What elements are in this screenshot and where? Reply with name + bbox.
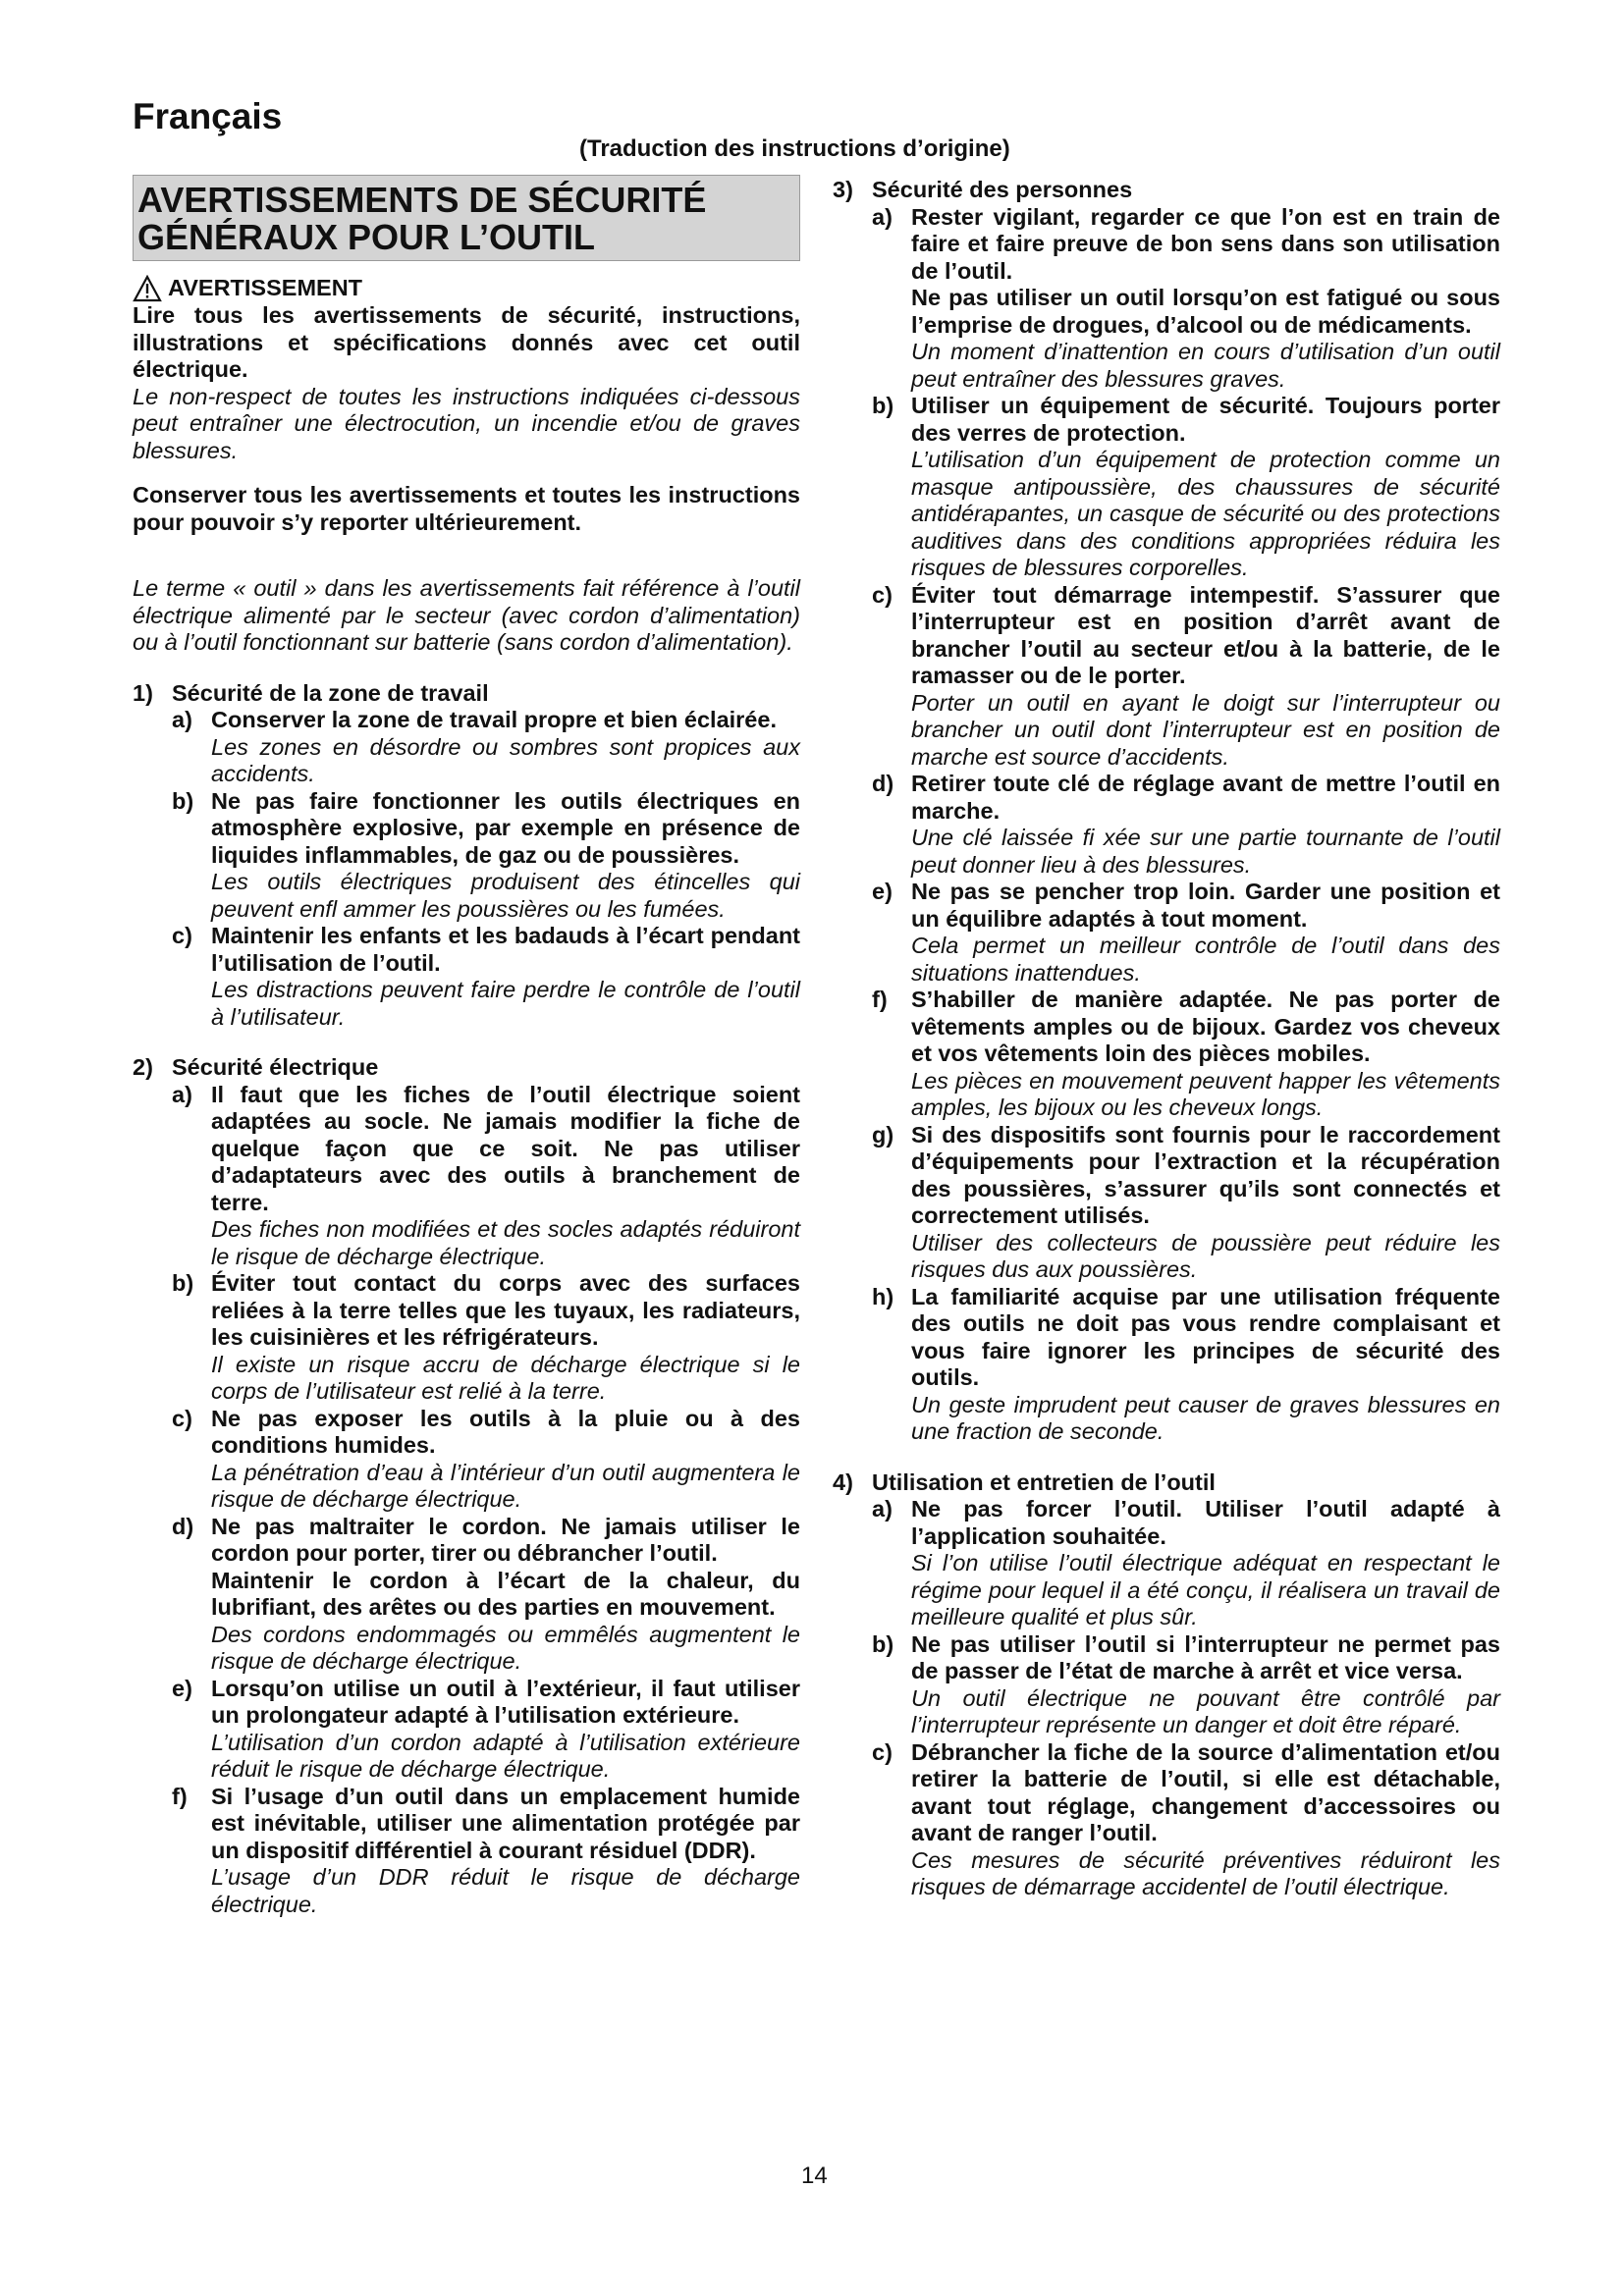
term-definition-text: Le terme « outil » dans les avertissements fait référence à l’outil électrique alimenté par le secteur (avec cordon d’alimentation) ou à l’outil fonctionnant sur batterie (sans cordon d’alimentation).	[133, 575, 800, 655]
item-note: L’usage d’un DDR réduit le risque de décharge électrique.	[211, 1864, 800, 1917]
item-note: Une clé laissée fi xée sur une partie tournante de l’outil peut donner lieu à des blessures.	[911, 825, 1500, 878]
item-note: Les zones en désordre ou sombres sont propices aux accidents.	[211, 733, 800, 786]
list-item: e) Lorsqu’on utilise un outil à l’extérieur, il faut utiliser un prolongateur adapté à l’utilisation extérieure.	[172, 1675, 800, 1728]
item-note: Cela permet un meilleur contrôle de l’outil dans des situations inattendues.	[911, 933, 1500, 986]
list-item: f) S’habiller de manière adaptée. Ne pas porter de vêtements amples ou de bijoux. Gardez vos cheveux et vos vêtements loin des pièces mobiles.	[872, 987, 1500, 1066]
item-note: Porter un outil en ayant le doigt sur l’interrupteur ou brancher un outil dont l’interrupteur est en position de marche est source d’accidents.	[911, 689, 1500, 770]
item-note: L’utilisation d’un cordon adapté à l’utilisation extérieure réduit le risque de décharge électrique.	[211, 1729, 800, 1782]
section-title: 4) Utilisation et entretien de l’outil	[833, 1468, 1216, 1495]
list-item: c) Maintenir les enfants et les badauds à l’écart pendant l’utilisation de l’outil.	[172, 923, 800, 976]
list-item: a) Il faut que les fiches de l’outil électrique soient adaptées au socle. Ne jamais modifier la fiche de quelque façon que ce soit. Ne pas utiliser d’adaptateurs avec des outils à branchement de terre.	[172, 1081, 800, 1215]
item-extra: Maintenir le cordon à l’écart de la chaleur, du lubrifiant, des arêtes ou des parties en mouvement.	[211, 1567, 800, 1620]
list-item: a) Ne pas forcer l’outil. Utiliser l’outil adapté à l’application souhaitée.	[872, 1496, 1500, 1549]
list-item: d) Retirer toute clé de réglage avant de mettre l’outil en marche.	[872, 771, 1500, 824]
warning-label: AVERTISSEMENT	[168, 275, 363, 301]
translation-note: (Traduction des instructions d’origine)	[579, 135, 1010, 162]
list-item: c) Ne pas exposer les outils à la pluie ou à des conditions humides.	[172, 1405, 800, 1458]
list-item: a) Conserver la zone de travail propre et bien éclairée.	[172, 707, 777, 732]
list-item: f) Si l’usage d’un outil dans un emplacement humide est inévitable, utiliser une alimentation protégée par un dispositif différentiel à courant résiduel (DDR).	[172, 1783, 800, 1863]
list-item: a) Rester vigilant, regarder ce que l’on est en train de faire et faire preuve de bon sens dans son utilisation de l’outil.	[872, 203, 1500, 284]
section-2	[133, 1054, 800, 1918]
item-extra: Ne pas utiliser un outil lorsqu’on est fatigué ou sous l’emprise de drogues, d’alcool ou de médicaments.	[911, 285, 1500, 338]
safety-banner: AVERTISSEMENTS DE SÉCURITÉ GÉNÉRAUX POUR L’OUTIL	[133, 175, 800, 261]
language-heading: Français	[133, 96, 283, 136]
item-note: La pénétration d’eau à l’intérieur d’un outil augmentera le risque de décharge électrique.	[211, 1459, 800, 1512]
list-item: b) Utiliser un équipement de sécurité. Toujours porter des verres de protection.	[872, 393, 1500, 446]
section-1	[133, 680, 800, 1032]
list-item: b) Éviter tout contact du corps avec des surfaces reliées à la terre telles que les tuyaux, les radiateurs, les cuisinières et les réfrigérateurs.	[172, 1270, 800, 1350]
section-3	[833, 177, 1500, 1446]
item-note: Des fiches non modifiées et des socles adaptés réduiront le risque de décharge électrique.	[211, 1216, 800, 1269]
item-note: L’utilisation d’un équipement de protection comme un masque antipoussière, des chaussures de sécurité antidérapantes, un casque de sécurité ou des protections auditives dans des conditions appropriées réduira les risques de blessures corporelles.	[911, 447, 1500, 580]
list-item: c) Éviter tout démarrage intempestif. S’assurer que l’interrupteur est en position d’arrêt avant de brancher l’outil au secteur et/ou à la batterie, de le ramasser ou de le porter.	[872, 581, 1500, 688]
page-number: 14	[801, 2163, 828, 2189]
item-note: Un geste imprudent peut causer de graves blessures en une fraction de seconde.	[911, 1391, 1500, 1444]
list-item: g) Si des dispositifs sont fournis pour le raccordement d’équipements pour l’extraction et la récupération des poussières, s’assurer qu’ils sont connectés et correctement utilisés.	[872, 1121, 1500, 1228]
item-note: Ces mesures de sécurité préventives réduiront les risques de démarrage accidentel de l’outil électrique.	[911, 1846, 1500, 1899]
warning-bold-text: Lire tous les avertissements de sécurité, instructions, illustrations et spécifications donnés avec cet outil électrique.	[133, 302, 800, 382]
item-note: Un moment d’inattention en cours d’utilisation d’un outil peut entraîner des blessures graves.	[911, 339, 1500, 392]
item-note: Les outils électriques produisent des étincelles qui peuvent enfl ammer les poussières ou les fumées.	[211, 869, 800, 922]
warning-italic-text: Le non-respect de toutes les instructions indiquées ci-dessous peut entraîner une électrocution, un incendie et/ou de graves blessures.	[133, 383, 800, 463]
warning-triangle-icon	[133, 275, 162, 302]
left-column	[133, 175, 800, 1918]
item-note: Il existe un risque accru de décharge électrique si le corps de l’utilisateur est relié à la terre.	[211, 1351, 800, 1404]
item-note: Des cordons endommagés ou emmêlés augmentent le risque de décharge électrique.	[211, 1621, 800, 1674]
item-note: Utiliser des collecteurs de poussière peut réduire les risques dus aux poussières.	[911, 1229, 1500, 1282]
list-item: h) La familiarité acquise par une utilisation fréquente des outils ne doit pas vous rendre complaisant et vous faire ignorer les principes de sécurité des outils.	[872, 1283, 1500, 1390]
item-note: Si l’on utilise l’outil électrique adéquat en respectant le régime pour lequel il a été conçu, il réalisera un travail de meilleure qualité et plus sûr.	[911, 1550, 1500, 1629]
list-item: d) Ne pas maltraiter le cordon. Ne jamais utiliser le cordon pour porter, tirer ou débrancher l’outil.	[172, 1513, 800, 1566]
section-title: 1) Sécurité de la zone de travail	[133, 679, 489, 706]
list-item: b) Ne pas utiliser l’outil si l’interrupteur ne permet pas de passer de l’état de marche à arrêt et vice versa.	[872, 1630, 1500, 1683]
item-note: Les pièces en mouvement peuvent happer les vêtements amples, les bijoux ou les cheveux longs.	[911, 1067, 1500, 1120]
section-title: 2) Sécurité électrique	[133, 1054, 379, 1080]
list-item: b) Ne pas faire fonctionner les outils électriques en atmosphère explosive, par exemple en présence de liquides inflammables, de gaz ou de poussières.	[172, 787, 800, 868]
list-item: e) Ne pas se pencher trop loin. Garder une position et un équilibre adaptés à tout moment.	[872, 879, 1500, 932]
list-item: c) Débrancher la fiche de la source d’alimentation et/ou retirer la batterie de l’outil, si elle est détachable, avant tout réglage, changement d’accessoires ou avant de ranger l’outil.	[872, 1738, 1500, 1845]
warning-heading	[133, 275, 800, 302]
section-title: 3) Sécurité des personnes	[833, 177, 1133, 202]
item-note: Un outil électrique ne pouvant être contrôlé par l’interrupteur représente un danger et doit être réparé.	[911, 1684, 1500, 1737]
item-note: Les distractions peuvent faire perdre le contrôle de l’outil à l’utilisateur.	[211, 977, 800, 1030]
keep-instructions-text: Conserver tous les avertissements et toutes les instructions pour pouvoir s’y reporter ultérieurement.	[133, 482, 800, 535]
section-4	[833, 1469, 1500, 1901]
right-column	[833, 175, 1500, 1901]
